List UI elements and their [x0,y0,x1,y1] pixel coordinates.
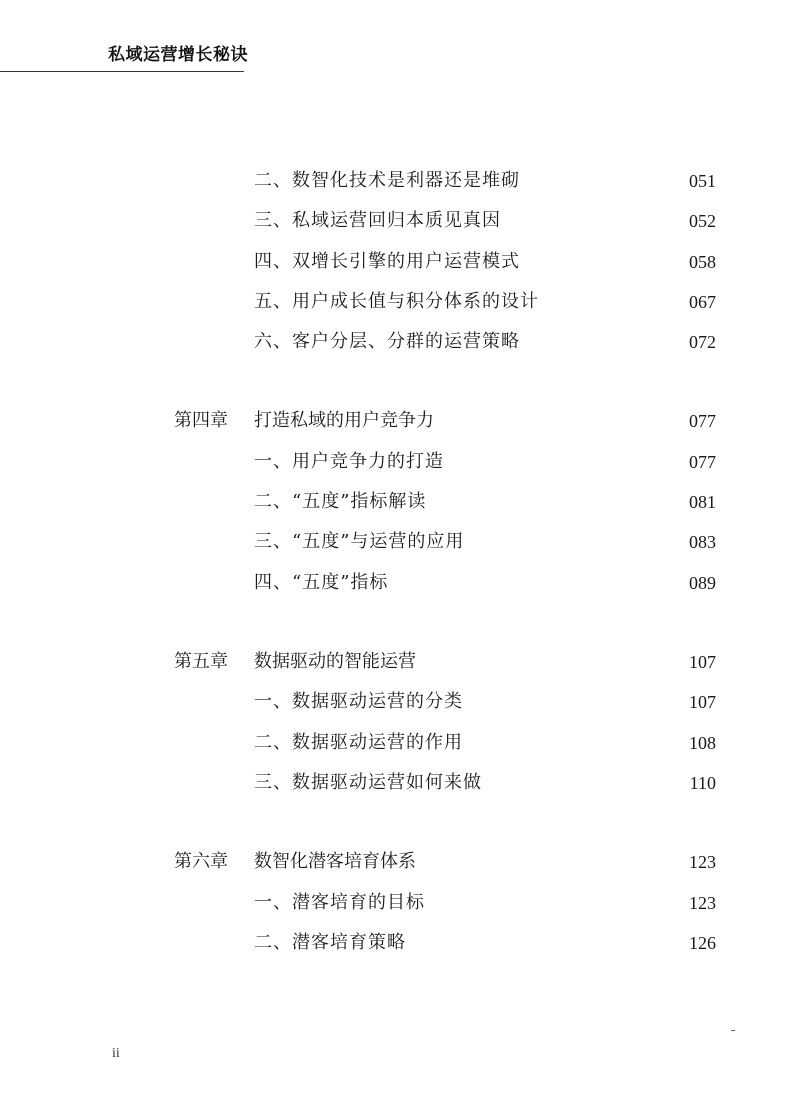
toc-entry-page: 052 [689,211,716,231]
toc-entry-section-5-3[interactable] [0,769,790,797]
toc-entry-title: 四、“五度”指标 [254,572,389,593]
toc-entry-page: 107 [689,652,716,672]
toc-entry-title: 一、用户竞争力的打造 [254,451,444,472]
toc-entry-page: 081 [689,492,716,512]
toc-entry-section-4-1[interactable] [0,448,790,476]
toc-entry-page: 123 [689,852,716,872]
toc-entry-page: 067 [689,292,716,312]
toc-entry-section-4-2[interactable] [0,488,790,516]
toc-entry-title: 一、数据驱动运营的分类 [254,691,463,712]
toc-entry-chapter-6[interactable] [0,848,790,876]
toc-entry-page: 077 [689,411,716,431]
toc-chapter-title: 数据驱动的智能运营 [254,651,416,672]
toc-entry-section-3-3[interactable] [0,207,790,235]
toc-entry-title: 一、潜客培育的目标 [254,892,425,913]
toc-entry-section-6-2[interactable] [0,929,790,957]
toc-entry-page: 108 [689,733,716,753]
toc-chapter-title: 打造私域的用户竞争力 [254,410,434,431]
toc-entry-section-3-6[interactable] [0,328,790,356]
toc-entry-section-6-1[interactable] [0,889,790,917]
toc-entry-section-5-1[interactable] [0,688,790,716]
toc-entry-title: 二、数据驱动运营的作用 [254,732,463,753]
toc-entry-section-5-2[interactable] [0,729,790,757]
toc-entry-page: 123 [689,893,716,913]
toc-entry-section-3-2[interactable] [0,167,790,195]
toc-entry-page: 058 [689,252,716,272]
toc-entry-page: 126 [689,933,716,953]
toc-chapter-title: 数智化潜客培育体系 [254,851,416,872]
toc-entry-chapter-4[interactable] [0,407,790,435]
toc-entry-title: 五、用户成长值与积分体系的设计 [254,291,539,312]
print-speck [731,1030,735,1031]
toc-entry-section-3-5[interactable] [0,288,790,316]
toc-entry-page: 083 [689,532,716,552]
toc-entry-page: 107 [689,692,716,712]
toc-entry-chapter-5[interactable] [0,648,790,676]
toc-entry-section-3-4[interactable] [0,248,790,276]
toc-entry-page: 072 [689,332,716,352]
toc-entry-section-4-3[interactable] [0,528,790,556]
toc-entry-title: 四、双增长引擎的用户运营模式 [254,251,520,272]
toc-entry-title: 三、“五度”与运营的应用 [254,531,465,552]
toc-entry-title: 六、客户分层、分群的运营策略 [254,331,520,352]
toc-entry-section-4-4[interactable] [0,569,790,597]
toc-entry-title: 二、“五度”指标解读 [254,491,427,512]
page-folio: ii [112,1046,120,1061]
running-header-title: 私域运营增长秘诀 [108,45,248,65]
toc-entry-page: 051 [689,171,716,191]
toc-chapter-label: 第六章 [174,851,228,872]
toc-chapter-label: 第四章 [174,410,228,431]
toc-entry-page: 110 [689,773,716,793]
toc-entry-title: 三、私域运营回归本质见真因 [254,210,501,231]
toc-entry-page: 089 [689,573,716,593]
toc-entry-title: 二、数智化技术是利器还是堆砌 [254,170,520,191]
toc-entry-title: 三、数据驱动运营如何来做 [254,772,482,793]
toc-chapter-label: 第五章 [174,651,228,672]
toc-entry-page: 077 [689,452,716,472]
toc-entry-title: 二、潜客培育策略 [254,932,406,953]
